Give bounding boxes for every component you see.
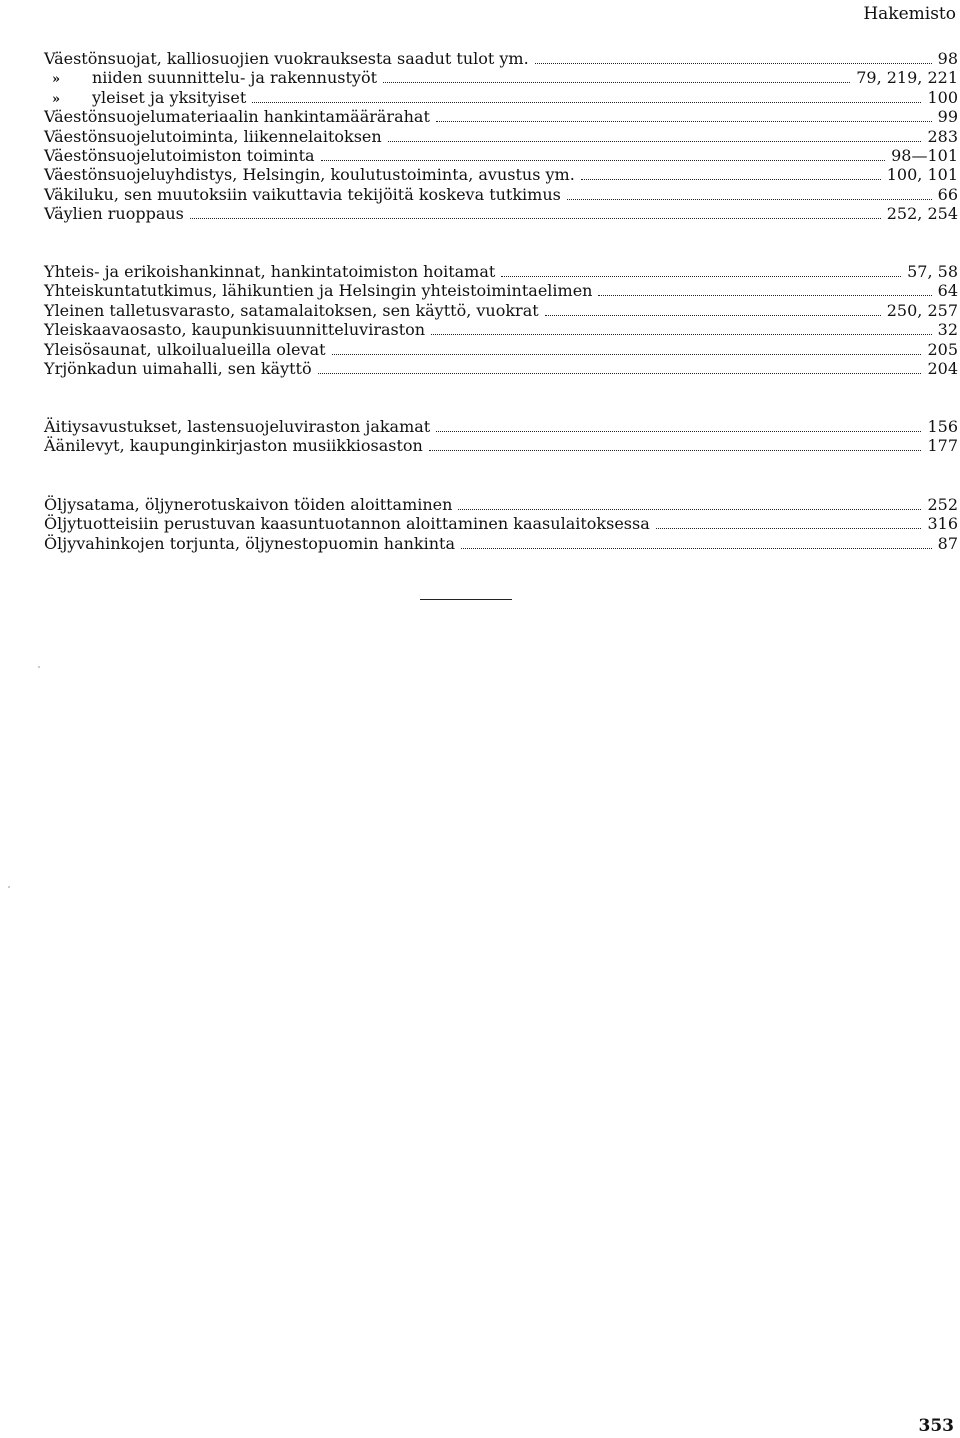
entry-label: Yleisösaunat, ulkoilualueilla olevat xyxy=(44,339,326,359)
entry-label: Väkiluku, sen muutoksiin vaikuttavia tekijöitä koskeva tutkimus xyxy=(44,184,561,204)
entry-label: Öljysatama, öljynerotuskaivon töiden aloittaminen xyxy=(44,495,453,514)
entry-pages: 57, 58 xyxy=(907,262,958,281)
entry-pages: 252, 254 xyxy=(886,204,958,224)
dot-leader xyxy=(545,315,881,316)
entry-pages: 252 xyxy=(927,495,958,514)
dot-leader xyxy=(321,160,886,161)
entry-pages: 79, 219, 221 xyxy=(856,68,958,88)
index-entry xyxy=(44,185,958,204)
entry-label: Öljytuotteisiin perustuvan kaasuntuotannon aloittaminen kaasulaitoksessa xyxy=(44,514,650,534)
entry-pages: 32 xyxy=(937,320,958,340)
entry-label: Äitiysavustukset, lastensuojeluviraston jakamat xyxy=(44,417,431,436)
entry-label-text: yleiset ja yksityiset xyxy=(92,87,247,107)
index-entry xyxy=(44,340,958,359)
index-entry xyxy=(44,417,958,436)
entry-label: Yhteis- ja erikoishankinnat, hankintatoimiston hoitamat xyxy=(44,262,496,281)
entry-pages: 100, 101 xyxy=(886,165,958,185)
dot-leader xyxy=(501,276,901,277)
dot-leader xyxy=(535,63,932,64)
dot-leader xyxy=(436,121,932,122)
index-group-y xyxy=(44,262,958,378)
index-entry xyxy=(44,495,958,514)
entry-label: Yhteiskuntatutkimus, lähikuntien ja Helsingin yhteistoimintaelimen xyxy=(44,281,593,301)
entry-label: Väestönsuojelutoiminta, liikennelaitoksen xyxy=(44,126,382,146)
dot-leader xyxy=(318,373,922,374)
dot-leader xyxy=(332,354,922,355)
dot-leader xyxy=(598,295,931,296)
dot-leader xyxy=(656,528,922,529)
index-entry xyxy=(44,281,958,300)
dot-leader xyxy=(458,509,921,510)
entry-label: Väestönsuojeluyhdistys, Helsingin, koulutustoiminta, avustus ym. xyxy=(44,165,575,185)
entry-pages: 99 xyxy=(937,107,958,127)
index-entry xyxy=(44,204,958,223)
index-group-o-umlaut xyxy=(44,495,958,553)
index-entry xyxy=(44,436,958,455)
entry-pages: 177 xyxy=(927,436,958,456)
index-entry xyxy=(44,68,958,87)
index-group-v xyxy=(44,49,958,224)
dot-leader xyxy=(252,102,921,103)
dot-leader xyxy=(581,179,881,180)
entry-pages: 316 xyxy=(927,514,958,534)
dot-leader xyxy=(436,431,921,432)
entry-label: Yleinen talletusvarasto, satamalaitoksen, sen käyttö, vuokrat xyxy=(44,300,539,320)
index-entry xyxy=(44,262,958,281)
dot-leader xyxy=(567,199,932,200)
dot-leader xyxy=(461,548,932,549)
entry-label: Yrjönkadun uimahalli, sen käyttö xyxy=(44,358,312,378)
entry-label-text: niiden suunnittelu- ja rakennustyöt xyxy=(92,68,378,88)
entry-pages: 64 xyxy=(937,281,958,301)
page-number: 353 xyxy=(918,1416,954,1436)
index-entry xyxy=(44,301,958,320)
running-header: Hakemisto xyxy=(863,4,956,24)
entry-label: Väestönsuojelutoimiston toiminta xyxy=(44,145,315,165)
dot-leader xyxy=(190,218,881,219)
entry-pages: 66 xyxy=(937,184,958,204)
entry-label xyxy=(44,88,252,109)
index-entry xyxy=(44,320,958,339)
entry-label: Väestönsuojelumateriaalin hankintamäärärahat xyxy=(44,107,430,127)
ditto-mark: » xyxy=(52,91,61,107)
dot-leader xyxy=(383,82,850,83)
index-entry xyxy=(44,165,958,184)
index-entry xyxy=(44,49,958,68)
entry-label: Yleiskaavaosasto, kaupunkisuunnitteluviraston xyxy=(44,320,426,340)
entry-pages: 156 xyxy=(927,417,958,436)
entry-label: Väylien ruoppaus xyxy=(44,204,184,224)
index-entry xyxy=(44,359,958,378)
entry-pages: 204 xyxy=(927,358,958,378)
entry-pages: 100 xyxy=(927,87,958,107)
entry-label: Öljyvahinkojen torjunta, öljynestopuomin hankinta xyxy=(44,533,455,553)
entry-label: Väestönsuojat, kalliosuojien vuokrauksesta saadut tulot ym. xyxy=(44,49,529,68)
entry-label xyxy=(44,68,383,89)
index-group-a-umlaut xyxy=(44,417,958,456)
index-entry xyxy=(44,127,958,146)
index-entry xyxy=(44,88,958,107)
entry-pages: 250, 257 xyxy=(886,300,958,320)
entry-pages: 87 xyxy=(937,533,958,553)
entry-pages: 283 xyxy=(927,126,958,146)
entry-pages: 205 xyxy=(927,339,958,359)
dot-leader xyxy=(429,450,922,451)
entry-pages: 98 xyxy=(937,49,958,68)
scan-speck xyxy=(38,666,40,668)
ditto-mark: » xyxy=(52,72,61,88)
scan-speck xyxy=(8,886,10,888)
index-entry xyxy=(44,146,958,165)
dot-leader xyxy=(431,334,932,335)
end-divider xyxy=(420,599,512,600)
entry-pages: 98—101 xyxy=(891,145,958,165)
index-entry xyxy=(44,534,958,553)
entry-label: Äänilevyt, kaupunginkirjaston musiikkiosaston xyxy=(44,436,423,456)
index-entry xyxy=(44,514,958,533)
dot-leader xyxy=(388,141,922,142)
index-entry xyxy=(44,107,958,126)
